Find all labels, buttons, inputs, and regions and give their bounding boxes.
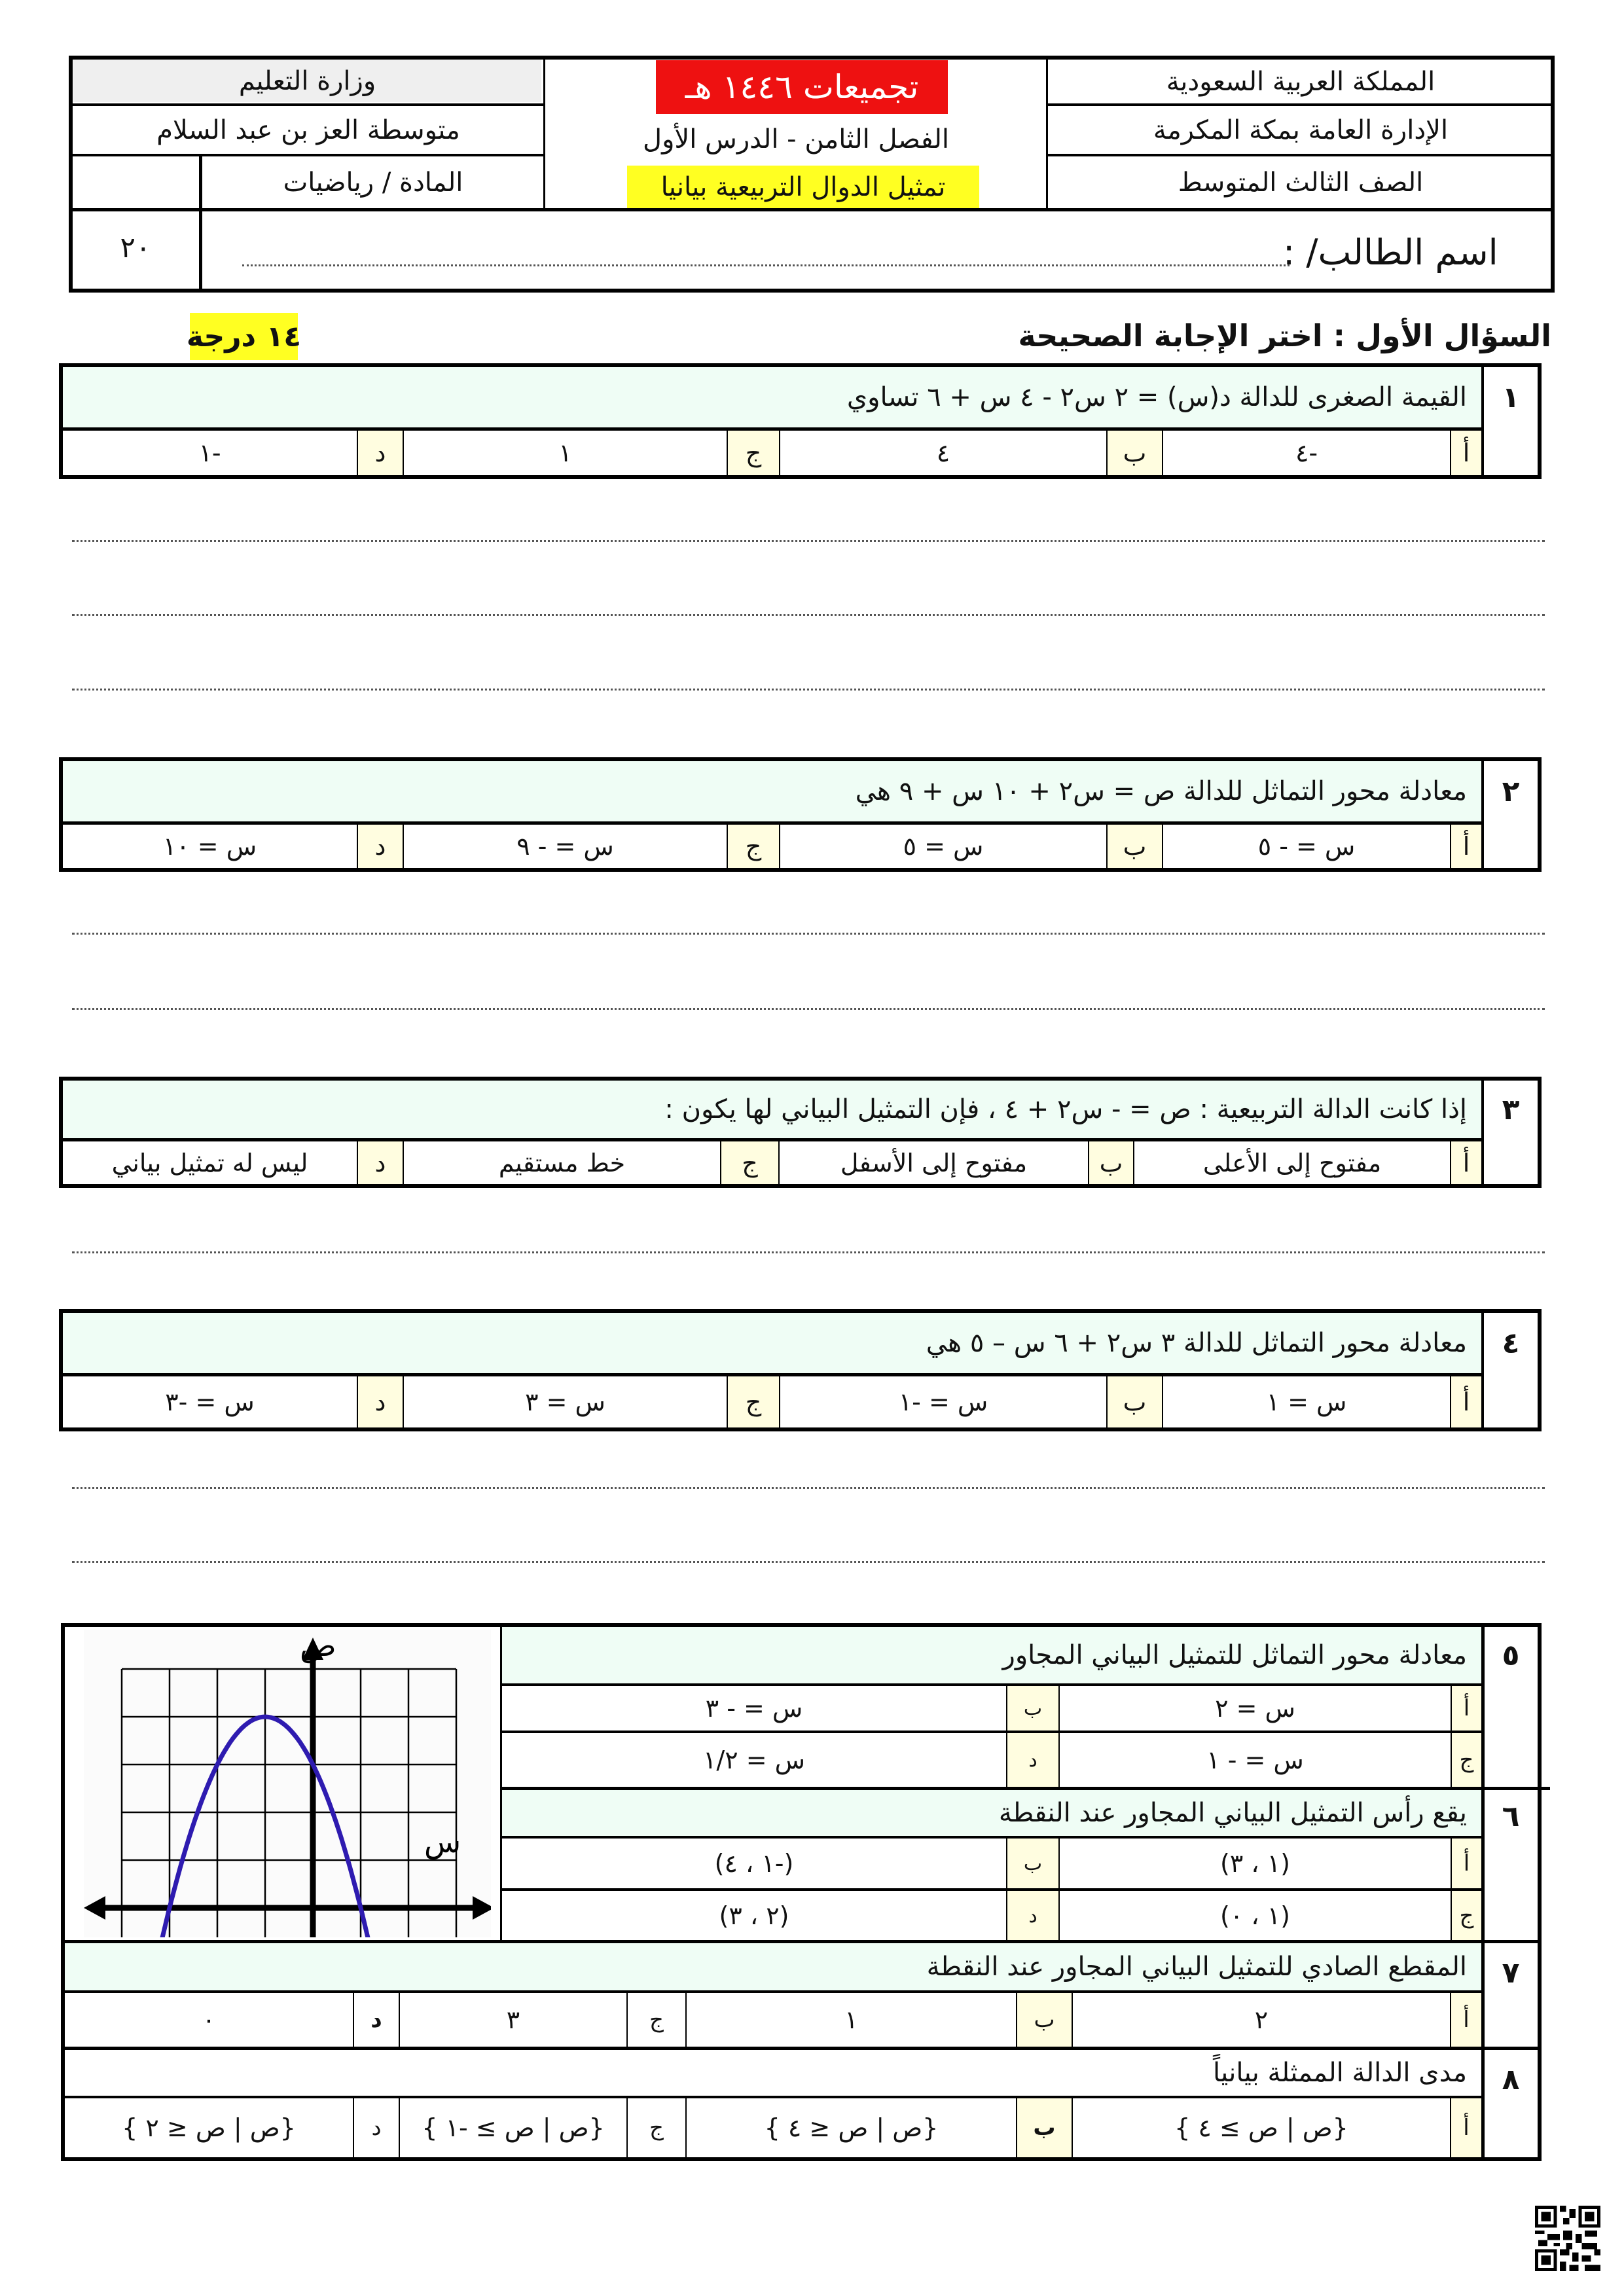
- question-number: ٨: [1502, 2062, 1520, 2096]
- answer-line[interactable]: [72, 540, 1545, 542]
- option-d[interactable]: ٠: [202, 2005, 216, 2034]
- question-text: معادلة محور التماثل للدالة ص = س٢ + ١٠ س + ٩ هي: [855, 776, 1467, 806]
- marks-badge: ١٤ درجة: [190, 313, 298, 360]
- option-letter-b: ب: [1106, 1376, 1162, 1427]
- option-letter-b: ب: [1006, 1839, 1058, 1888]
- grade-label: الصف الثالث المتوسط: [1178, 167, 1424, 198]
- option-d[interactable]: -١: [198, 439, 221, 467]
- ministry-label: وزارة التعليم: [73, 60, 541, 102]
- question-number: ٣: [1502, 1092, 1520, 1126]
- question-text: معادلة محور التماثل للتمثيل البياني المجاور: [1002, 1640, 1467, 1670]
- answer-line[interactable]: [72, 1251, 1545, 1253]
- section-title: السؤال الأول : اختر الإجابة الصحيحة: [1018, 317, 1551, 353]
- option-letter-b: ب: [1106, 825, 1162, 868]
- option-letter-d: د: [357, 1376, 403, 1427]
- student-name-label: اسم الطالب/ :: [1283, 231, 1498, 273]
- option-letter-a: أ: [1451, 1839, 1481, 1888]
- chapter-label: الفصل الثامن - الدرس الأول: [643, 124, 949, 154]
- option-a[interactable]: (١ ، ٣): [1058, 1839, 1451, 1888]
- y-axis-label: ص: [300, 1630, 336, 1663]
- option-letter-c: ج: [1451, 1733, 1481, 1787]
- option-letter-b: ب: [1106, 431, 1162, 475]
- answer-line[interactable]: [72, 689, 1545, 691]
- option-letter-c: ج: [727, 1376, 779, 1427]
- option-c[interactable]: ١: [403, 431, 727, 475]
- option-letter-d: د: [1006, 1733, 1058, 1787]
- lesson-title: تمثيل الدوال التربيعية بيانيا: [627, 166, 979, 208]
- divider: [1046, 58, 1048, 210]
- options-row: [63, 825, 1481, 868]
- option-a[interactable]: س = ١: [1162, 1376, 1450, 1427]
- option-b[interactable]: ٤: [779, 431, 1106, 475]
- option-letter-b: ب: [1016, 1993, 1072, 2047]
- kingdom-label: المملكة العربية السعودية: [1166, 66, 1435, 97]
- option-c[interactable]: س = - ١: [1058, 1733, 1451, 1787]
- option-letter-d: د: [1006, 1891, 1058, 1941]
- options-row: [63, 1141, 1481, 1184]
- option-a[interactable]: ٢: [1072, 1993, 1450, 2047]
- parabola-graph-svg: [84, 1630, 491, 1937]
- answer-line[interactable]: [72, 1487, 1545, 1489]
- options-row: [65, 1993, 1481, 2047]
- option-letter-c: ج: [626, 2098, 685, 2157]
- option-letter-a: أ: [1450, 1993, 1481, 2047]
- option-b[interactable]: س = -١: [779, 1376, 1106, 1427]
- options-row: [63, 1376, 1481, 1427]
- answer-line[interactable]: [72, 614, 1545, 616]
- x-axis-label: س: [424, 1824, 461, 1859]
- option-letter-d: د: [357, 1141, 403, 1184]
- option-d[interactable]: (٢ ، ٣): [719, 1901, 789, 1930]
- option-letter-c: ج: [626, 1993, 685, 2047]
- option-c[interactable]: س = ٣: [403, 1376, 727, 1427]
- question-number: ٢: [1502, 774, 1520, 808]
- option-letter-b: ب: [1016, 2098, 1072, 2157]
- divider: [543, 58, 545, 210]
- option-c[interactable]: {ص | ص ≥ -١ }: [399, 2098, 626, 2157]
- qr-code: [1535, 2206, 1600, 2271]
- option-letter-a: أ: [1450, 2098, 1481, 2157]
- option-b[interactable]: س = ٥: [779, 825, 1106, 868]
- option-d[interactable]: ليس له تمثيل بياني: [111, 1148, 308, 1177]
- qr-code-icon: [1535, 2206, 1600, 2271]
- question-text: القيمة الصغرى للدالة د(س) = ٢ س٢ - ٤ س + ٦ تساوي: [846, 382, 1467, 412]
- answer-line[interactable]: [72, 933, 1545, 935]
- options-row: [63, 431, 1481, 475]
- option-d[interactable]: س = ١/٢: [703, 1746, 806, 1774]
- question-text: المقطع الصادي للتمثيل البياني المجاور عند النقطة: [926, 1952, 1467, 1982]
- options-row: [502, 1891, 1481, 1941]
- graph-background: [84, 1630, 491, 1937]
- option-b[interactable]: س = - ٣: [705, 1694, 803, 1723]
- collection-banner: تجميعات ١٤٤٦ هـ: [656, 60, 948, 114]
- option-letter-c: ج: [727, 431, 779, 475]
- question-number: ٥: [1502, 1638, 1520, 1672]
- question-number: ٤: [1502, 1326, 1520, 1360]
- option-b[interactable]: مفتوح إلى الأسفل: [778, 1141, 1088, 1184]
- subject-label: المادة / رياضيات: [283, 167, 463, 198]
- option-a[interactable]: مفتوح إلى الأعلى: [1133, 1141, 1450, 1184]
- option-letter-b: ب: [1088, 1141, 1133, 1184]
- option-letter-a: أ: [1451, 1686, 1481, 1731]
- answer-line[interactable]: [72, 1008, 1545, 1010]
- divider: [199, 156, 202, 291]
- option-a[interactable]: {ص | ص ≥ ٤ }: [1072, 2098, 1450, 2157]
- question-text: مدى الدالة الممثلة بيانياً: [1212, 2058, 1467, 2088]
- option-b[interactable]: (-١ ، ٤): [714, 1849, 794, 1878]
- option-letter-d: د: [357, 431, 403, 475]
- option-d[interactable]: س = -٣: [165, 1388, 255, 1416]
- question-number: ٦: [1502, 1799, 1520, 1833]
- option-a[interactable]: س = ٢: [1058, 1686, 1451, 1731]
- option-letter-c: ج: [720, 1141, 778, 1184]
- option-a[interactable]: -٤: [1162, 431, 1450, 475]
- option-c[interactable]: (١ ، ٠): [1058, 1891, 1451, 1941]
- option-a[interactable]: س = - ٥: [1162, 825, 1450, 868]
- option-d[interactable]: س = ١٠: [162, 832, 257, 861]
- question-number: ٧: [1502, 1956, 1520, 1990]
- option-letter-a: أ: [1450, 1141, 1481, 1184]
- option-letter-c: ج: [727, 825, 779, 868]
- option-letter-a: أ: [1450, 825, 1481, 868]
- school-label: متوسطة العز بن عبد السلام: [156, 115, 460, 145]
- student-name-field[interactable]: [242, 264, 1290, 266]
- option-letter-c: ج: [1451, 1891, 1481, 1941]
- option-c[interactable]: ٣: [399, 1993, 626, 2047]
- option-d[interactable]: {ص | ص ≤ ٢ }: [122, 2113, 296, 2142]
- option-c[interactable]: س = - ٩: [403, 825, 727, 868]
- option-letter-d: د: [353, 1993, 399, 2047]
- option-b[interactable]: {ص | ص ≤ ٤ }: [685, 2098, 1016, 2157]
- question-text: إذا كانت الدالة التربيعية : ص = - س٢ + ٤ ، فإن التمثيل البياني لها يكون :: [664, 1094, 1467, 1124]
- option-letter-b: ب: [1006, 1686, 1058, 1731]
- option-c[interactable]: خط مستقيم: [403, 1141, 720, 1184]
- directorate-label: الإدارة العامة بمكة المكرمة: [1153, 115, 1449, 145]
- option-b[interactable]: ١: [685, 1993, 1016, 2047]
- option-letter-d: د: [353, 2098, 399, 2157]
- parabola-graph: [84, 1630, 491, 1937]
- option-letter-a: أ: [1450, 1376, 1481, 1427]
- question-number: ١: [1502, 380, 1520, 414]
- options-row: [65, 2098, 1481, 2157]
- options-row: [502, 1686, 1481, 1731]
- option-letter-a: أ: [1450, 431, 1481, 475]
- divider: [71, 208, 1553, 211]
- answer-line[interactable]: [72, 1561, 1545, 1563]
- question-text: معادلة محور التماثل للدالة ٣ س٢ + ٦ س – ٥ هي: [926, 1328, 1467, 1358]
- options-row: [502, 1733, 1481, 1787]
- score-total: ٢٠: [120, 230, 151, 264]
- question-text: يقع رأس التمثيل البياني المجاور عند النقطة: [998, 1798, 1467, 1828]
- options-row: [502, 1839, 1481, 1888]
- option-letter-d: د: [357, 825, 403, 868]
